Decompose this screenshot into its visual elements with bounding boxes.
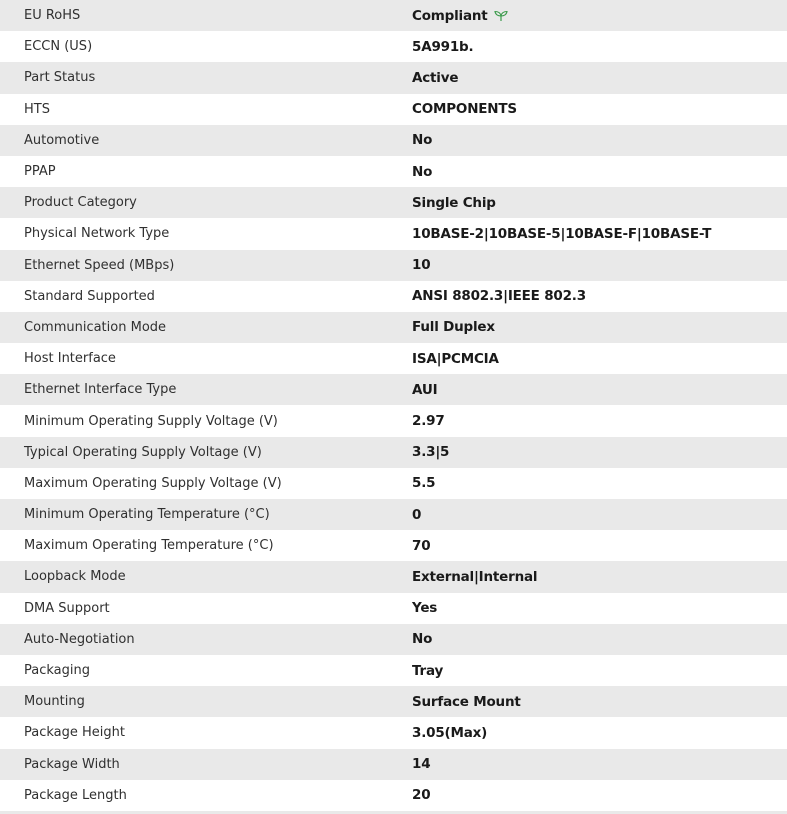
spec-value-cell xyxy=(387,624,787,655)
spec-label: Part Status xyxy=(24,70,96,86)
spec-value: Full Duplex xyxy=(412,319,495,336)
spec-row xyxy=(0,374,787,405)
spec-label: Maximum Operating Supply Voltage (V) xyxy=(24,475,282,491)
spec-label: Host Interface xyxy=(24,351,116,367)
spec-value-cell xyxy=(387,343,787,374)
spec-value: 2.97 xyxy=(412,413,445,430)
spec-value-cell xyxy=(387,62,787,93)
spec-row xyxy=(0,187,787,218)
spec-value-cell xyxy=(387,374,787,405)
spec-label: Packaging xyxy=(24,663,90,679)
spec-row xyxy=(0,156,787,187)
spec-value: ANSI 8802.3|IEEE 802.3 xyxy=(412,288,586,305)
spec-value-cell xyxy=(387,0,787,31)
spec-value-cell xyxy=(387,530,787,561)
spec-value: 14 xyxy=(412,756,431,773)
spec-label: Ethernet Speed (MBps) xyxy=(24,257,175,273)
spec-value-cell xyxy=(387,125,787,156)
spec-label: Auto-Negotiation xyxy=(24,631,135,647)
spec-row xyxy=(0,624,787,655)
spec-value-cell xyxy=(387,468,787,499)
spec-row xyxy=(0,655,787,686)
spec-label: EU RoHS xyxy=(24,8,81,24)
spec-row xyxy=(0,31,787,62)
spec-row xyxy=(0,530,787,561)
spec-value-cell xyxy=(387,686,787,717)
spec-row xyxy=(0,218,787,249)
spec-value-cell xyxy=(387,437,787,468)
spec-value: Active xyxy=(412,69,459,86)
spec-label: Ethernet Interface Type xyxy=(24,382,177,398)
spec-value-cell xyxy=(387,187,787,218)
spec-row xyxy=(0,62,787,93)
spec-value: Tray xyxy=(412,662,444,679)
spec-value-cell xyxy=(387,593,787,624)
spec-label: Physical Network Type xyxy=(24,226,170,242)
spec-value: Single Chip xyxy=(412,194,496,211)
spec-value: No xyxy=(412,631,433,648)
spec-value: External|Internal xyxy=(412,568,538,585)
spec-label: Minimum Operating Supply Voltage (V) xyxy=(24,413,278,429)
spec-value-cell xyxy=(387,717,787,748)
spec-row xyxy=(0,281,787,312)
spec-label: DMA Support xyxy=(24,600,110,616)
spec-value-cell xyxy=(387,561,787,592)
spec-value: 5A991b. xyxy=(412,38,474,55)
spec-value: 70 xyxy=(412,537,431,554)
spec-label: Product Category xyxy=(24,195,137,211)
spec-label: Communication Mode xyxy=(24,319,167,335)
spec-row xyxy=(0,437,787,468)
spec-value: AUI xyxy=(412,381,438,398)
spec-row xyxy=(0,0,787,31)
spec-row xyxy=(0,405,787,436)
spec-row xyxy=(0,717,787,748)
spec-value: Surface Mount xyxy=(412,693,521,710)
spec-value: ISA|PCMCIA xyxy=(412,350,499,367)
spec-label: ECCN (US) xyxy=(24,39,93,55)
spec-value-cell xyxy=(387,94,787,125)
spec-label: Minimum Operating Temperature (°C) xyxy=(24,507,270,523)
spec-row xyxy=(0,593,787,624)
spec-value: No xyxy=(412,163,433,180)
spec-label: Typical Operating Supply Voltage (V) xyxy=(24,444,262,460)
spec-value: 0 xyxy=(412,506,422,523)
spec-row xyxy=(0,686,787,717)
spec-value: COMPONENTS xyxy=(412,101,517,118)
spec-row xyxy=(0,343,787,374)
spec-value: 3.3|5 xyxy=(412,444,450,461)
spec-value-cell xyxy=(387,156,787,187)
spec-value: 3.05(Max) xyxy=(412,724,488,741)
spec-row xyxy=(0,250,787,281)
spec-value-cell xyxy=(387,405,787,436)
spec-value-cell xyxy=(387,281,787,312)
spec-label: PPAP xyxy=(24,164,56,180)
spec-label: Package Length xyxy=(24,787,127,803)
spec-value: 5.5 xyxy=(412,475,436,492)
spec-label: HTS xyxy=(24,101,50,117)
spec-label: Standard Supported xyxy=(24,288,155,304)
spec-value-cell xyxy=(387,499,787,530)
spec-row xyxy=(0,94,787,125)
spec-label: Loopback Mode xyxy=(24,569,126,585)
spec-value: Compliant xyxy=(412,7,488,24)
spec-row xyxy=(0,125,787,156)
spec-value: No xyxy=(412,132,433,149)
spec-value: Yes xyxy=(412,600,438,617)
spec-label: Package Width xyxy=(24,756,120,772)
spec-value: 20 xyxy=(412,787,431,804)
spec-row xyxy=(0,780,787,811)
spec-value-cell xyxy=(387,218,787,249)
spec-value-cell xyxy=(387,31,787,62)
spec-value-cell xyxy=(387,655,787,686)
spec-row xyxy=(0,468,787,499)
spec-label: Automotive xyxy=(24,132,100,148)
spec-row xyxy=(0,499,787,530)
spec-row xyxy=(0,749,787,780)
spec-value-cell xyxy=(387,780,787,811)
spec-label: Package Height xyxy=(24,725,125,741)
spec-row xyxy=(0,561,787,592)
leaf-icon xyxy=(494,10,508,22)
spec-row xyxy=(0,312,787,343)
spec-label: Maximum Operating Temperature (°C) xyxy=(24,538,274,554)
spec-value-cell xyxy=(387,312,787,343)
spec-label: Mounting xyxy=(24,694,85,710)
spec-value: 10BASE-2|10BASE-5|10BASE-F|10BASE-T xyxy=(412,225,712,242)
spec-value-cell xyxy=(387,749,787,780)
spec-value: 10 xyxy=(412,257,431,274)
spec-value-cell xyxy=(387,250,787,281)
